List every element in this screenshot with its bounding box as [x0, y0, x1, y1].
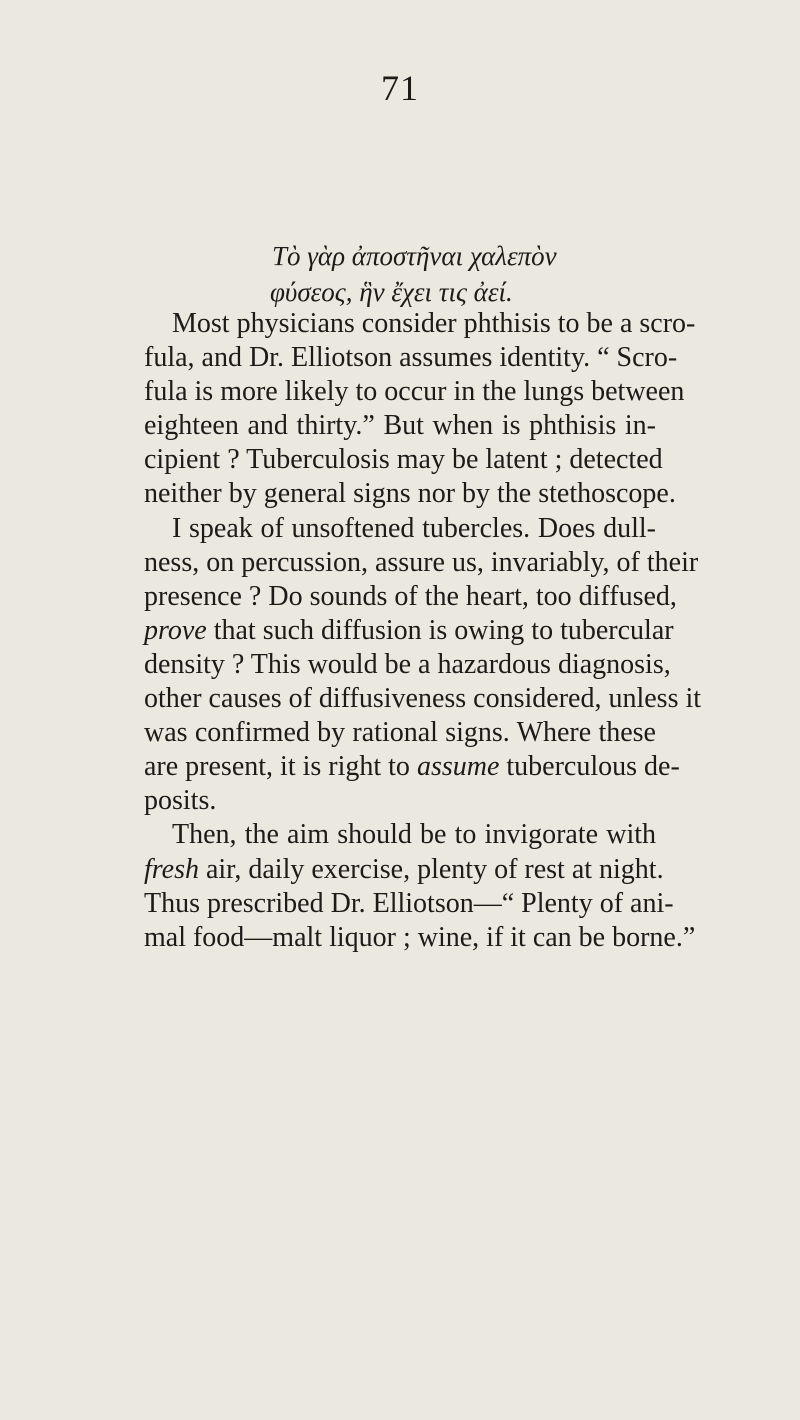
text-line	[144, 750, 680, 784]
emphasis-prove: prove	[144, 614, 207, 646]
page-number: 71	[381, 68, 419, 108]
emphasis-assume: assume	[416, 751, 500, 783]
text-line: Most physicians consider phthisis to be a scro-	[172, 308, 696, 339]
text-line: mal food—malt liquor ; wine, if it can be borne.”	[144, 921, 696, 953]
greek-epigraph	[272, 238, 557, 310]
text-line: eighteen and thirty.” But when is phthisis in-	[144, 410, 656, 442]
text-fragment: tuberculous de-	[499, 751, 680, 783]
text-line: other causes of diffusiveness considered, unless it	[144, 683, 702, 715]
epigraph-line-1: Τὸ γὰρ ἀποστῆναι χαλεπὸν	[272, 241, 557, 271]
text-line: fula, and Dr. Elliotson assumes identity. “ Scro-	[144, 342, 678, 374]
text-line: ness, on percussion, assure us, invariably, of their	[144, 546, 699, 578]
emphasis-fresh: fresh	[144, 853, 199, 885]
text-line: was confirmed by rational signs. Where these	[144, 717, 656, 749]
text-line: posits.	[144, 785, 217, 817]
text-line: Thus prescribed Dr. Elliotson—“ Plenty of ani-	[144, 887, 674, 919]
text-line: presence ? Do sounds of the heart, too diffused,	[144, 580, 677, 612]
text-line: density ? This would be a hazardous diagnosis,	[144, 648, 671, 680]
text-fragment: air, daily exercise, plenty of rest at night.	[198, 853, 664, 885]
text-line	[144, 853, 664, 887]
text-fragment: that such diffusion is owing to tubercular	[206, 614, 674, 646]
text-line: fula is more likely to occur in the lungs between	[144, 376, 685, 408]
epigraph-line-2: φύσεος, ἣν ἔχει τις ἀεί.	[270, 277, 513, 307]
body-text	[144, 307, 702, 955]
text-line: neither by general signs nor by the stethoscope.	[144, 478, 676, 510]
text-line: Then, the aim should be to invigorate with	[172, 819, 656, 851]
text-line: cipient ? Tuberculosis may be latent ; detected	[144, 444, 663, 476]
text-line	[144, 614, 674, 648]
text-fragment: are present, it is right to	[144, 751, 417, 783]
text-line: I speak of unsoftened tubercles. Does dull-	[172, 512, 656, 544]
